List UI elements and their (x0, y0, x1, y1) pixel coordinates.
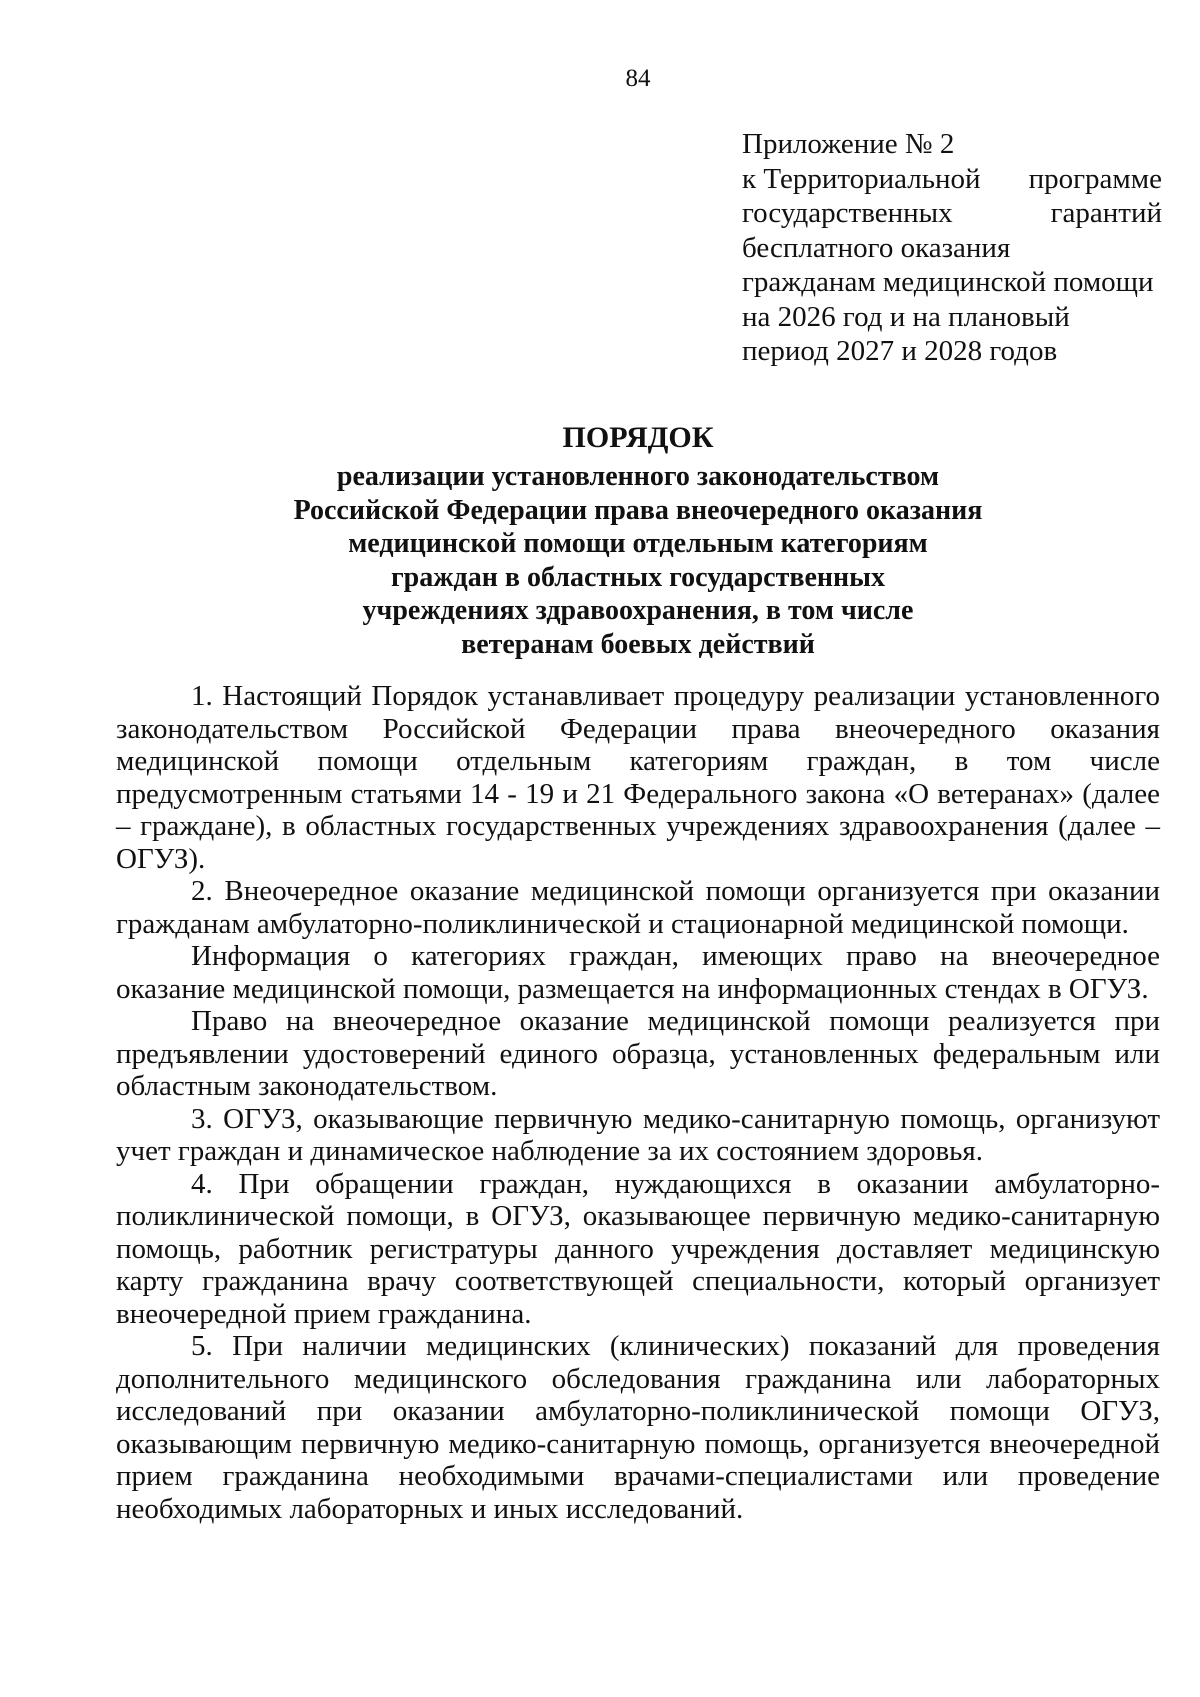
paragraph-1: 1. Настоящий Порядок устанавливает процедуру реализации установленного законодательством Российской Федерации права внеочередного оказания медицинской помощи отдельным категориям граждан, в том числе предусмотренным статьями 14 - 19 и 21 Федерального закона «О ветеранах» (далее – граждане), в областных государственных учреждениях здравоохранения (далее – ОГУЗ). (116, 680, 1160, 875)
title-line: учреждениях здравоохранения, в том числе (362, 595, 914, 626)
paragraph-2-info: Информация о категориях граждан, имеющих право на внеочередное оказание медицинской помощи, размещается на информационных стендах в ОГУЗ. (116, 940, 1160, 1005)
appendix-note (742, 127, 1162, 369)
appendix-line: гражданам медицинской помощи (742, 266, 1154, 298)
page-number: 84 (625, 65, 651, 92)
paragraph-3: 3. ОГУЗ, оказывающие первичную медико-санитарную помощь, организуют учет граждан и динамическое наблюдение за их состоянием здоровья. (116, 1102, 1160, 1167)
title-line: Российской Федерации права внеочередного оказания (293, 494, 983, 526)
body-text (116, 680, 1160, 1525)
paragraph-2: 2. Внеочередное оказание медицинской помощи организуется при оказании гражданам амбулаторно-поликлинической и стационарной медицинской помощи. (116, 875, 1160, 940)
paragraph-4: 4. При обращении граждан, нуждающихся в оказании амбулаторно-поликлинической помощи, в ОГУЗ, оказывающее первичную медико-санитарную помощь, работник регистратуры данного учреждения доставляет медицинскую карту гражданина врачу соответствующей специальности, который организует внеочередной прием гражданина. (116, 1167, 1160, 1330)
title-heading: ПОРЯДОК (562, 421, 714, 454)
title-line: медицинской помощи отдельным категориям (348, 528, 928, 559)
document-title (116, 420, 1160, 661)
title-line: реализации установленного законодательством (336, 461, 940, 492)
appendix-line: бесплатного оказания (742, 231, 1011, 264)
appendix-line: государственных гарантий (742, 197, 1162, 229)
appendix-line: Приложение № 2 (742, 128, 955, 160)
appendix-line: на 2026 год и на плановый (742, 300, 1070, 333)
paragraph-2-right: Право на внеочередное оказание медицинской помощи реализуется при предъявлении удостоверений единого образца, установленных федеральным или областным законодательством. (116, 1005, 1160, 1102)
paragraph-5: 5. При наличии медицинских (клинических) показаний для проведения дополнительного медицинского обследования гражданина или лабораторных исследований при оказании амбулаторно-поликлинической помощи ОГУЗ, оказывающим первичную медико-санитарную помощь, организуется внеочередной прием гражданина необходимыми врачами-специалистами или проведение необходимых лабораторных и иных исследований. (116, 1330, 1160, 1525)
appendix-line: к Территориальной программе (742, 162, 1162, 195)
title-line: граждан в областных государственных (390, 561, 886, 593)
appendix-line: период 2027 и 2028 годов (742, 335, 1058, 367)
title-line: ветеранам боевых действий (461, 628, 815, 660)
